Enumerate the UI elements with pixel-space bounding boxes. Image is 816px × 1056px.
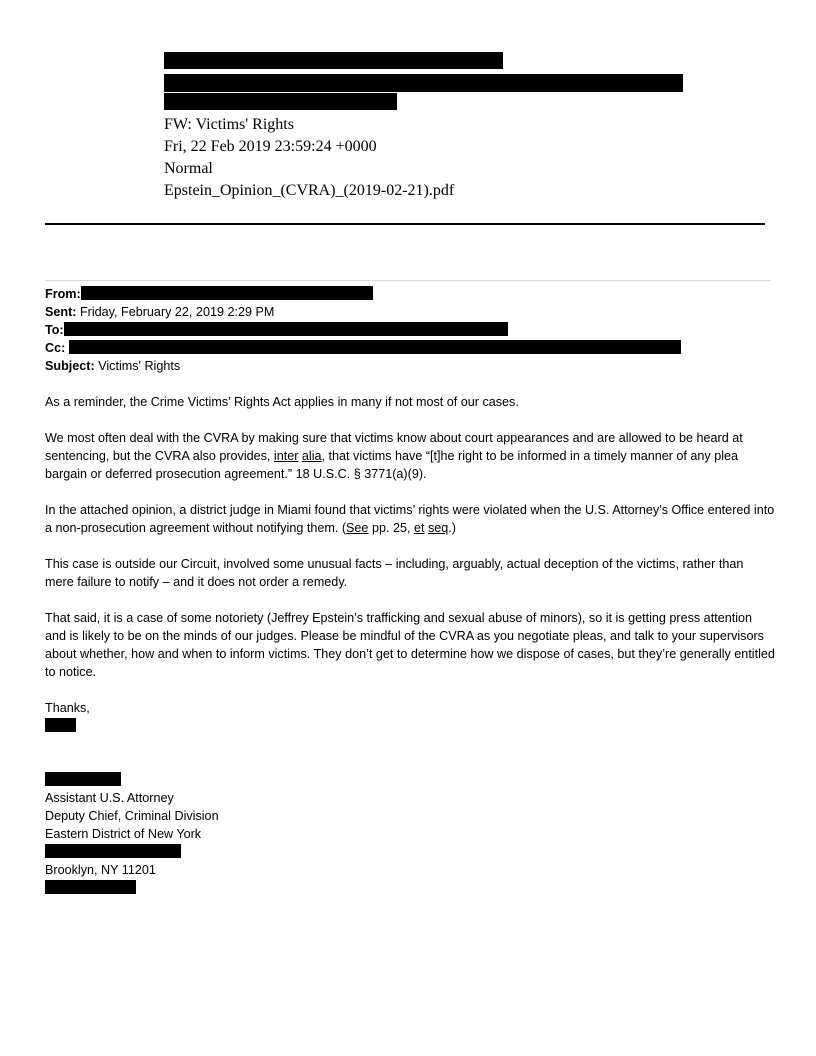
- redaction-bar: [164, 74, 683, 92]
- redaction-bar: [69, 340, 681, 354]
- sig-address-redaction: [45, 843, 775, 861]
- p3-see: See: [346, 521, 369, 535]
- inner-cc-label: Cc:: [45, 341, 66, 355]
- sig-phone-redaction: [45, 879, 775, 897]
- p2-text-b: , that victims have “[t]he right to be informed in a timely manner of any plea bargain or deferred prosecution agreement.” 18 U.S.C. § 3771(a)(9).: [45, 449, 739, 481]
- redaction-bar: [45, 718, 76, 732]
- inner-from-row: [45, 285, 775, 303]
- p2-inter: inter: [273, 449, 299, 463]
- body-paragraph-2: [45, 429, 775, 483]
- redaction-bar: [164, 93, 397, 110]
- sender-initials-redaction: [45, 717, 775, 735]
- spacer: [45, 735, 775, 753]
- redaction-bar: [81, 286, 373, 300]
- outer-from-redaction: [164, 52, 503, 72]
- inner-subject-value: Victims' Rights: [98, 359, 181, 373]
- spacer: [45, 753, 775, 771]
- redaction-bar: [45, 880, 136, 894]
- redaction-bar: [45, 844, 181, 858]
- p3-seq: seq: [427, 521, 449, 535]
- sig-city: Brooklyn, NY 11201: [45, 863, 156, 877]
- body-paragraph-4: This case is outside our Circuit, involved some unusual facts – including, arguably, actual deception of the victims, rather than mere failure to notify – and it does not order a remedy.: [45, 557, 744, 589]
- quoted-message-divider: [45, 280, 771, 281]
- outer-subject-value: FW: Victims' Rights: [164, 116, 294, 133]
- outer-date-value: Fri, 22 Feb 2019 23:59:24 +0000: [164, 138, 377, 155]
- body-paragraph-5: That said, it is a case of some notoriety (Jeffrey Epstein’s trafficking and sexual abuse of minors), so it is getting press attention and is likely to be on the minds of our judges. Please be mindful of the CVRA as you negotiate pleas, and talk to your supervisors about whether, how and when to inform victims. They don’t get to determine how we dispose of cases, but they’re generally entitled to notice.: [45, 611, 775, 679]
- outer-to-redaction: [164, 74, 683, 95]
- inner-subject-label: Subject:: [45, 359, 95, 373]
- p3-text-a: In the attached opinion, a district judge in Miami found that victims’ rights were violated when the U.S. Attorney’s Office entered into a non-prosecution agreement without notifying them. (: [45, 503, 775, 535]
- p2-alia: alia: [301, 449, 322, 463]
- inner-to-row: [45, 321, 775, 339]
- inner-subject-row: [45, 357, 775, 375]
- closing: Thanks,: [45, 701, 90, 715]
- p3-text-b: pp. 25,: [368, 521, 414, 535]
- inner-cc-row: [45, 339, 775, 357]
- outer-attachment-link[interactable]: Epstein_Opinion_(CVRA)_(2019-02-21).pdf: [164, 182, 455, 199]
- sig-district: Eastern District of New York: [45, 827, 202, 841]
- redaction-bar: [64, 322, 508, 336]
- p3-text-c: .): [448, 521, 456, 535]
- inner-to-label: To:: [45, 323, 64, 337]
- inner-sent-row: [45, 303, 775, 321]
- inner-sent-label: Sent:: [45, 305, 77, 319]
- header-divider: [45, 223, 765, 225]
- sig-name-redaction: [45, 771, 775, 789]
- inner-sent-value: Friday, February 22, 2019 2:29 PM: [79, 305, 275, 319]
- outer-importance-value: Normal: [164, 160, 213, 177]
- p3-et: et: [413, 521, 425, 535]
- body-paragraph-1: As a reminder, the Crime Victims’ Rights Act applies in many if not most of our cases.: [45, 395, 519, 409]
- outer-to-redaction-2: [164, 93, 397, 113]
- sig-title: Assistant U.S. Attorney: [45, 791, 174, 805]
- forwarded-message: [45, 285, 775, 897]
- inner-from-label: From:: [45, 287, 81, 301]
- signature-block: [45, 771, 775, 897]
- redaction-bar: [164, 52, 503, 69]
- redaction-bar: [45, 772, 121, 786]
- p2-text-a: We most often deal with the CVRA by making sure that victims know about court appearances and are allowed to be heard at sentencing, but the CVRA also provides,: [45, 431, 743, 463]
- sig-role: Deputy Chief, Criminal Division: [45, 809, 219, 823]
- body-paragraph-3: [45, 501, 775, 537]
